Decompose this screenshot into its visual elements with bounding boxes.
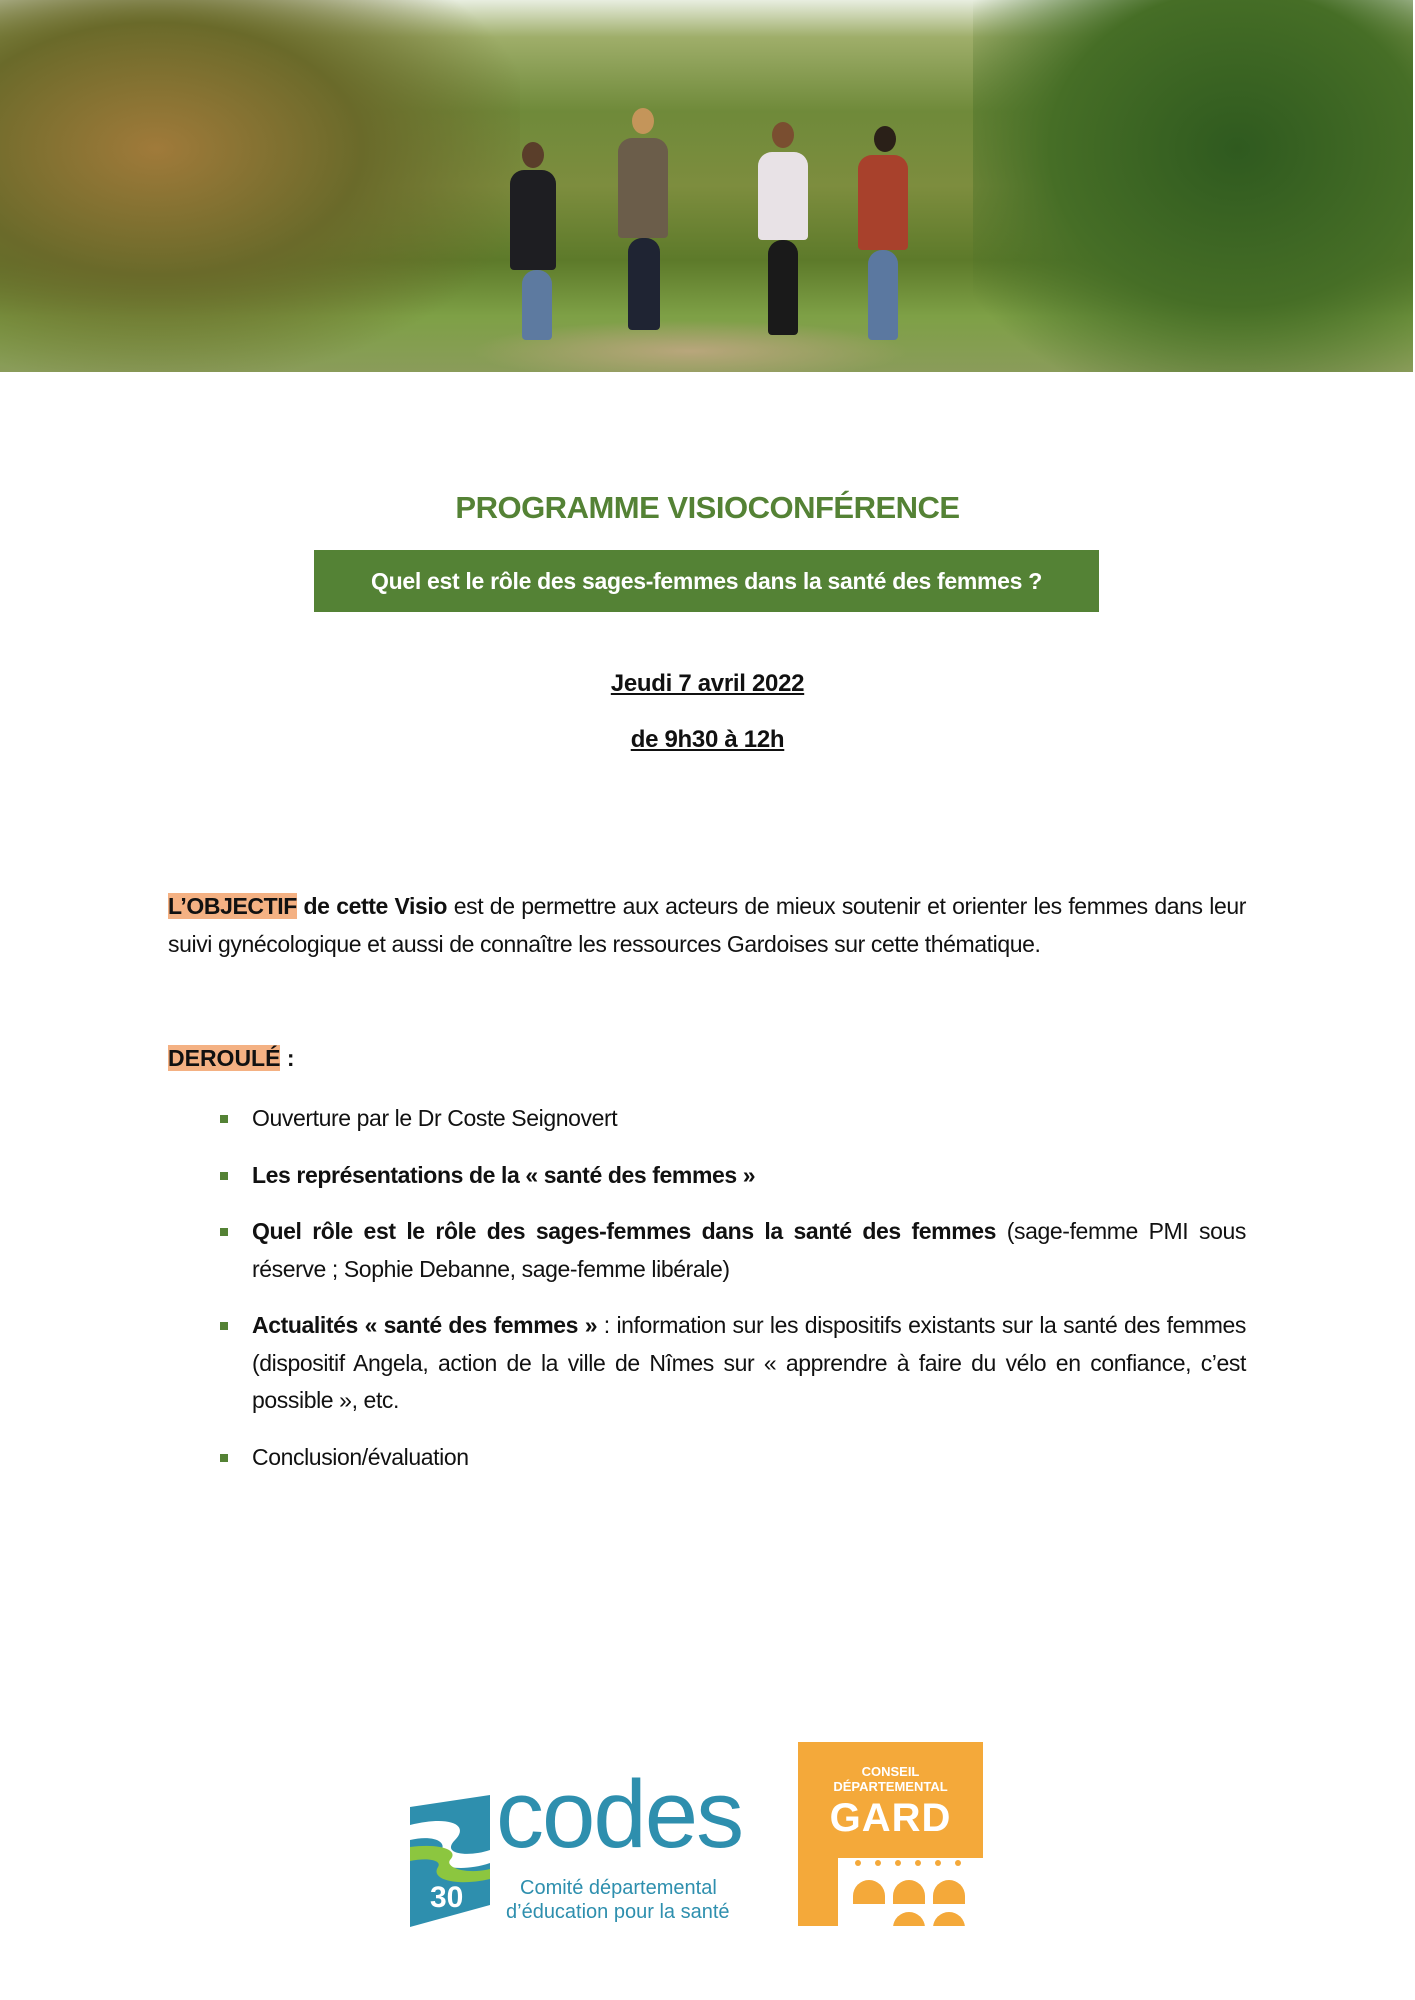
gard-line1: CONSEIL [861, 1764, 920, 1779]
codes-line2: d’éducation pour la santé [506, 1901, 730, 1923]
objective-bold: de cette Visio [296, 893, 448, 919]
objective-text: est de permettre aux acteurs de mieux soutenir et orienter les femmes dans leur suivi gynécologique et aussi de connaître les ressources Gardoises sur cette thématique. [168, 893, 1246, 957]
subtitle: Quel est le rôle des sages-femmes dans la santé des femmes ? [370, 567, 1043, 594]
bullet-icon [220, 1454, 228, 1462]
program-list [252, 1100, 1246, 1495]
deroule-suffix: : [280, 1045, 295, 1071]
list-item [252, 1307, 1246, 1420]
event-date: Jeudi 7 avril 2022 [610, 670, 805, 697]
bullet-icon [220, 1172, 228, 1180]
codes-emblem-icon [410, 1795, 490, 1940]
pont-du-gard-icon [798, 1858, 983, 1926]
gard-logo [798, 1742, 983, 1926]
list-item [252, 1100, 1246, 1138]
codes-line1: Comité départemental [520, 1877, 717, 1899]
page-title: PROGRAMME VISIOCONFÉRENCE [455, 490, 960, 525]
list-item [252, 1157, 1246, 1195]
deroule-label: DEROULÉ [168, 1045, 281, 1071]
subtitle-banner [314, 550, 1099, 612]
item-text: Ouverture par le Dr Coste Seignovert [252, 1105, 618, 1131]
item-text: : information sur les dispositifs existants sur la santé des femmes (dispositif Angela, action de la ville de Nîmes sur « apprendre à faire du vélo en confiance, c’est possible », etc. [252, 1312, 1246, 1413]
codes-logo [410, 1761, 770, 1930]
svg-text:30: 30 [430, 1881, 464, 1914]
deroule-heading [168, 1045, 295, 1072]
item-bold: Les représentations de la « santé des femmes » [252, 1161, 756, 1188]
bullet-icon [220, 1115, 228, 1123]
list-item [252, 1213, 1246, 1288]
item-text: (sage-femme PMI sous réserve ; Sophie Debanne, sage-femme libérale) [252, 1218, 1246, 1282]
objective-paragraph [168, 888, 1246, 963]
gard-line2: DÉPARTEMENTAL [833, 1779, 948, 1794]
item-bold: Actualités « santé des femmes » [252, 1312, 598, 1338]
header-photo [0, 0, 1413, 372]
bullet-icon [220, 1228, 228, 1236]
bullet-icon [220, 1322, 228, 1330]
item-bold: Quel rôle est le rôle des sages-femmes dans la santé des femmes [252, 1218, 997, 1244]
objective-label: L’OBJECTIF [168, 893, 297, 919]
event-time: de 9h30 à 12h [630, 726, 785, 753]
gard-name: GARD [829, 1796, 952, 1840]
item-text: Conclusion/évaluation [252, 1443, 469, 1470]
codes-wordmark: codes [496, 1761, 743, 1868]
list-item [252, 1439, 1246, 1477]
